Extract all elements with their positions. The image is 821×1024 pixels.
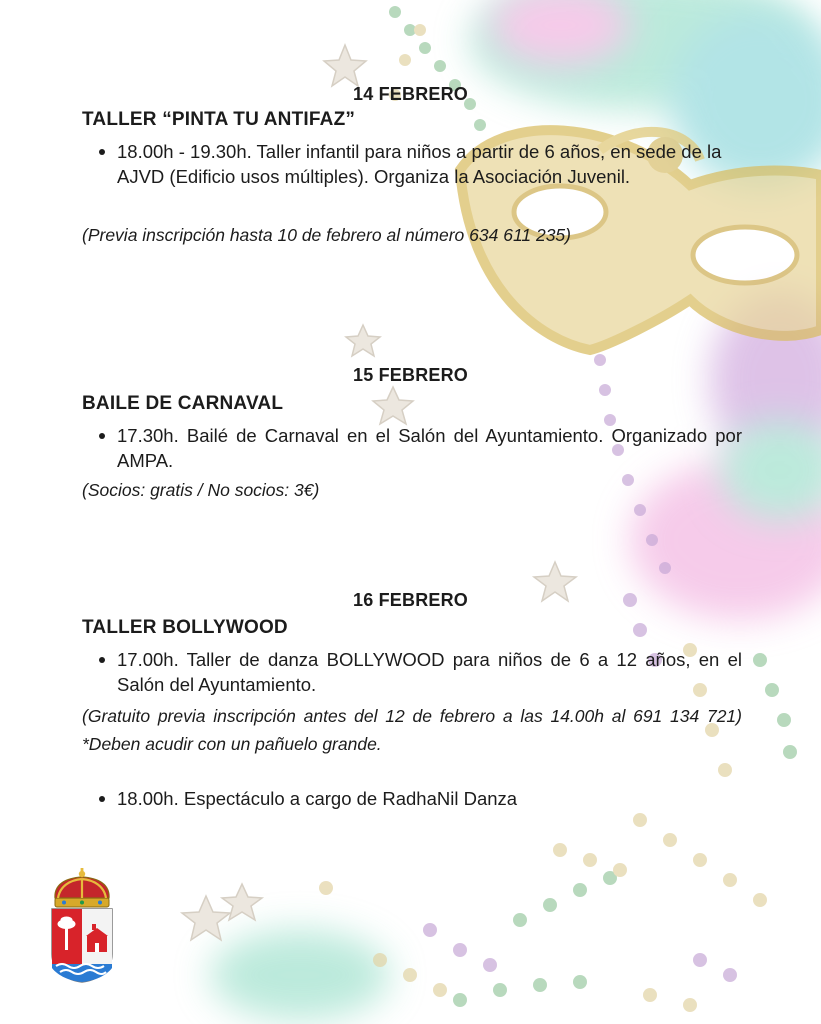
crown-icon (55, 868, 109, 907)
list-item: 17.30h. Bailé de Carnaval en el Salón del Ayuntamiento. Organizado por AMPA. (117, 425, 742, 471)
municipal-coat-of-arms (48, 868, 116, 984)
list-item: 18.00h. Espectáculo a cargo de RadhaNil Danza (117, 786, 742, 811)
section-note: (Gratuito previa inscripción antes del 12 de febrero a las 14.00h al 691 134 721) *Deben acudir con un pañuelo grande. (82, 706, 742, 754)
section-date-16: 16 FEBRERO (352, 590, 469, 610)
shield-icon (52, 909, 112, 982)
section-title-pinta-tu-antifaz: TALLER “PINTA TU ANTIFAZ” (82, 109, 356, 130)
list-item: 18.00h - 19.30h. Taller infantil para niños a partir de 6 años, en sede de la AJVD (Edificio usos múltiples). Organiza la Asociación Juvenil. (117, 139, 727, 189)
section-note: (Previa inscripción hasta 10 de febrero al número 634 611 235) (82, 225, 571, 245)
section-date-14: 14 FEBRERO (352, 84, 469, 104)
section-note: (Socios: gratis / No socios: 3€) (82, 480, 320, 500)
section-date-15: 15 FEBRERO (352, 365, 469, 385)
section-title-taller-bollywood: TALLER BOLLYWOOD (82, 617, 288, 638)
section-title-baile-de-carnaval: BAILE DE CARNAVAL (82, 393, 284, 414)
list-item: 17.00h. Taller de danza BOLLYWOOD para niños de 6 a 12 años, en el Salón del Ayuntamiento. (117, 649, 742, 695)
